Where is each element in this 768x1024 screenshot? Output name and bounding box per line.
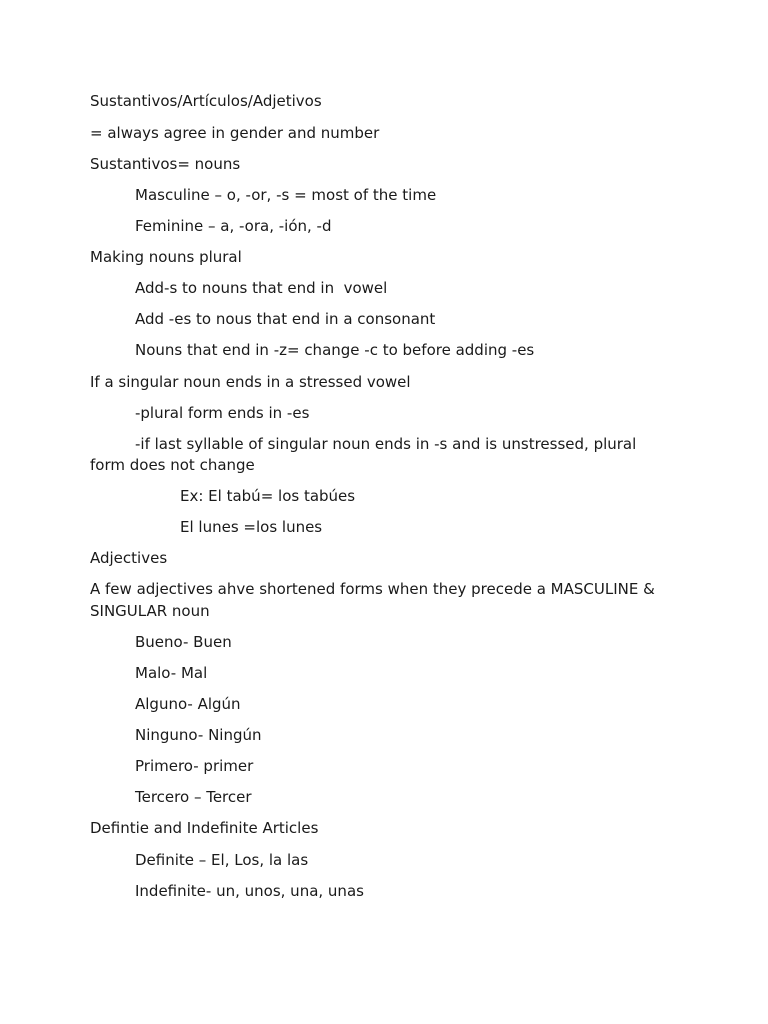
list-item: Indefinite- un, unos, una, unas bbox=[135, 882, 364, 900]
example-line: Ex: El tabú= los tabúes bbox=[180, 487, 356, 505]
list-item: Malo- Mal bbox=[135, 664, 208, 682]
text-line: Add -es to nous that end in a consonant bbox=[135, 310, 436, 328]
list-item: Alguno- Algún bbox=[135, 695, 241, 713]
text-line: = always agree in gender and number bbox=[90, 124, 380, 142]
text-line: SINGULAR noun bbox=[90, 602, 210, 620]
text-line: If a singular noun ends in a stressed vowel bbox=[90, 373, 411, 391]
text-line: Feminine – a, -ora, -ión, -d bbox=[135, 217, 332, 235]
text-line: Add-s to nouns that end in vowel bbox=[135, 279, 388, 297]
list-item: Definite – El, Los, la las bbox=[135, 851, 309, 869]
text-line: -plural form ends in -es bbox=[135, 404, 310, 422]
text-line: A few adjectives ahve shortened forms when they precede a MASCULINE & bbox=[90, 580, 655, 598]
list-item: Bueno- Buen bbox=[135, 633, 232, 651]
section-heading-articles: Defintie and Indefinite Articles bbox=[90, 819, 319, 837]
section-heading-plural: Making nouns plural bbox=[90, 248, 242, 266]
text-line: form does not change bbox=[90, 456, 255, 474]
list-item: Primero- primer bbox=[135, 757, 254, 775]
section-heading-nouns: Sustantivos= nouns bbox=[90, 155, 241, 173]
text-line: -if last syllable of singular noun ends in -s and is unstressed, plural bbox=[135, 435, 637, 453]
document-heading: Sustantivos/Artículos/Adjetivos bbox=[90, 92, 322, 110]
text-line: Masculine – o, -or, -s = most of the time bbox=[135, 186, 437, 204]
list-item: Tercero – Tercer bbox=[135, 788, 252, 806]
text-line: Nouns that end in -z= change -c to before adding -es bbox=[135, 341, 535, 359]
section-heading-adjectives: Adjectives bbox=[90, 549, 168, 567]
example-line: El lunes =los lunes bbox=[180, 518, 323, 536]
list-item: Ninguno- Ningún bbox=[135, 726, 262, 744]
